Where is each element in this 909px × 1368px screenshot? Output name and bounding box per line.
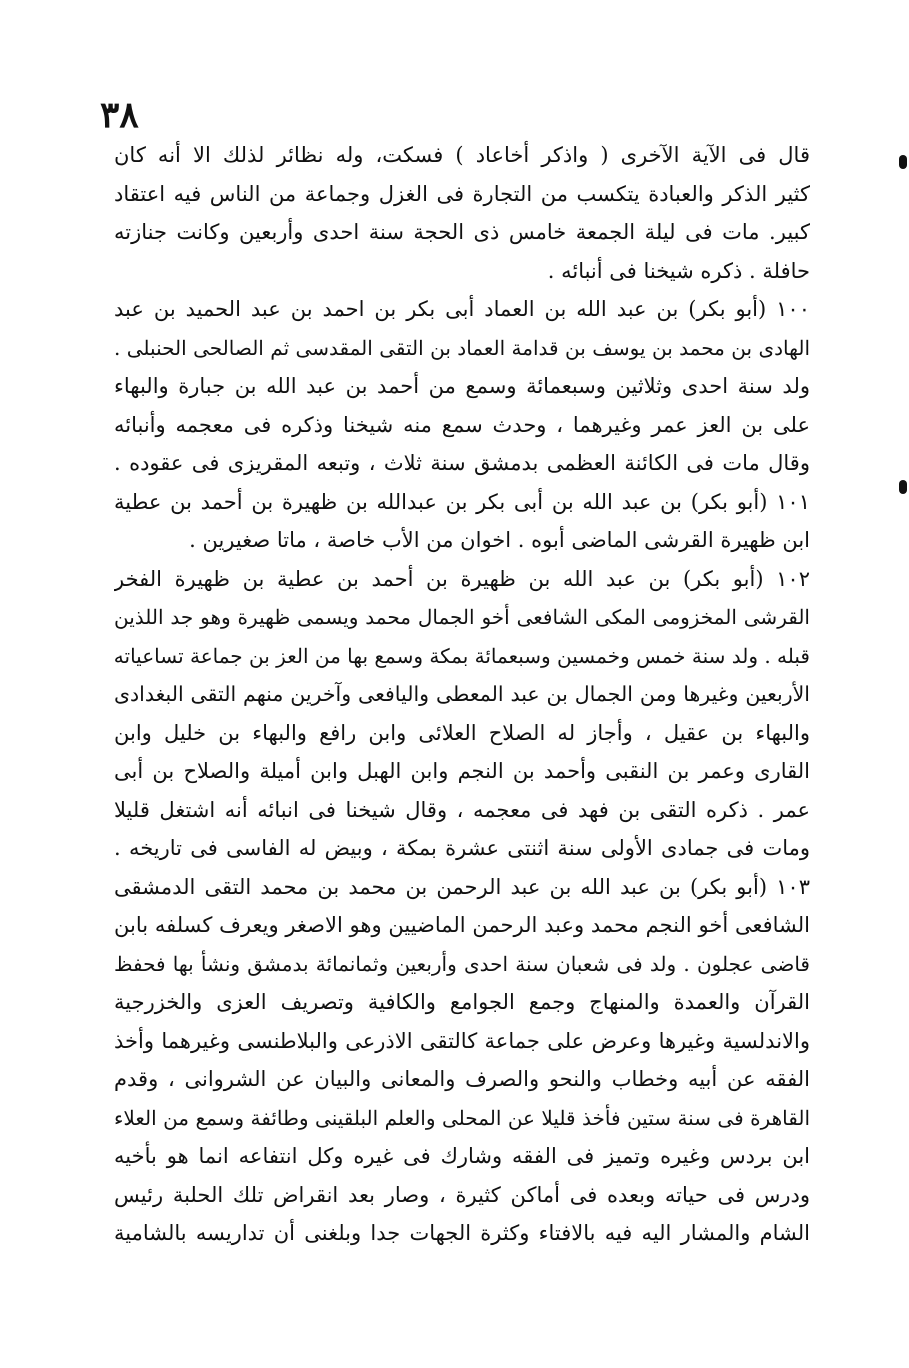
text-line: ابن بردس وغيره وتميز فى الفقه وشارك فى غيره وكل انتفاعه انما هو بأخيه [114, 1144, 810, 1168]
text-line: ودرس فى حياته وبعده فى أماكن كثيرة ، وصار بعد انقراض تلك الحلبة رئيس [114, 1182, 810, 1207]
text-line: القارى وعمر بن النقبى وأحمد بن النجم وابن الهبل وابن أميلة والصلاح بن أبى [114, 759, 810, 783]
entry-100-heading: ١٠٠ (أبو بكر) بن عبد الله بن العماد أبى بكر بن احمد بن عبد الحميد بن عبد [114, 297, 810, 321]
text-line: الشام والمشار اليه فيه بالافتاء وكثرة الجهات جدا وبلغنى أن تداريسه بالشامية [114, 1221, 810, 1245]
text-line: حافلة . ذكره شيخنا فى أنبائه . [547, 258, 810, 283]
text-line: ومات فى جمادى الأولى سنة اثنتى عشرة بمكة ، وبيض له الفاسى فى تاريخه . [114, 836, 810, 860]
text-line: قال فى الآية الآخرى ( واذكر أخاعاد ) فسكت، وله نظائر لذلك الا أنه كان [114, 143, 810, 167]
text-line: الأربعين وغيرها ومن الجمال بن عبد المعطى واليافعى وآخرين منهم التقى البغدادى [114, 682, 810, 706]
text-line: عمر . ذكره التقى بن فهد فى معجمه ، وقال شيخنا فى انبائه أنه اشتغل قليلا [114, 797, 810, 822]
text-line: ابن ظهيرة القرشى الماضى أبوه . اخوان من الأب خاصة ، ماتا صغيرين . [189, 528, 810, 552]
text-line: وقال مات فى الكائنة العظمى بدمشق سنة ثلاث ، وتبعه المقريزى فى عقوده . [114, 451, 810, 475]
body-text [114, 136, 810, 1253]
text-line: كبير. مات فى ليلة الجمعة خامس ذى الحجة سنة احدى وأربعين وكانت جنازته [114, 220, 810, 244]
text-line: والبهاء بن عقيل ، وأجاز له الصلاح العلائى وابن رافع والبهاء بن خليل وابن [114, 720, 810, 745]
margin-mark-top [899, 155, 907, 169]
text-line: القرآن والعمدة والمنهاج وجمع الجوامع والكافية وتصريف العزى والخزرجية [114, 990, 810, 1014]
page-number: ٣٨ [100, 94, 139, 136]
entry-103-heading: ١٠٣ (أبو بكر) بن عبد الله بن عبد الرحمن بن محمد بن محمد التقى الدمشقى [114, 874, 810, 899]
text-line: القاهرة فى سنة ستين فأخذ قليلا عن المحلى والعلم البلقينى وطائفة وسمع من العلاء [114, 1105, 810, 1130]
text-line: كثير الذكر والعبادة يتكسب من التجارة فى الغزل وجماعة من الناس فيه اعتقاد [114, 181, 810, 206]
text-line: القرشى المخزومى المكى الشافعى أخو الجمال محمد ويسمى ظهيرة وهو جد اللذين [114, 605, 810, 629]
text-line: قاضى عجلون . ولد فى شعبان سنة احدى وأربعين وثمانمائة بدمشق ونشأ بها فحفظ [114, 951, 810, 976]
text-line: الشافعى أخو النجم محمد وعبد الرحمن الماضيين وهو الاصغر ويعرف كسلفه بابن [114, 913, 810, 937]
text-line: قبله . ولد سنة خمس وخمسين وسبعمائة بمكة وسمع بها من العز بن جماعة تساعياته [114, 643, 810, 668]
margin-mark-middle [899, 480, 907, 494]
entry-102-heading: ١٠٢ (أبو بكر) بن عبد الله بن ظهيرة بن أحمد بن عطية بن ظهيرة الفخر [114, 566, 810, 591]
text-line: الهادى بن محمد بن يوسف بن قدامة العماد بن التقى المقدسى ثم الصالحى الحنبلى . [114, 335, 810, 360]
text-line: والاندلسية وغيرها وعرض على جماعة كالتقى الاذرعى والبلاطنسى وغيرهما وأخذ [114, 1028, 810, 1053]
text-line: الفقه عن أبيه وخطاب والنحو والصرف والمعانى والبيان عن الشروانى ، وقدم [114, 1067, 810, 1091]
text-line: على بن العز عمر وغيرهما ، وحدث سمع منه شيخنا وذكره فى معجمه وأنبائه [114, 412, 810, 437]
text-line: ولد سنة احدى وثلاثين وسبعمائة وسمع من أحمد بن عبد الله بن جبارة والبهاء [114, 374, 810, 398]
entry-101-heading: ١٠١ (أبو بكر) بن عبد الله بن أبى بكر بن عبدالله بن ظهيرة بن أحمد بن عطية [114, 489, 810, 514]
